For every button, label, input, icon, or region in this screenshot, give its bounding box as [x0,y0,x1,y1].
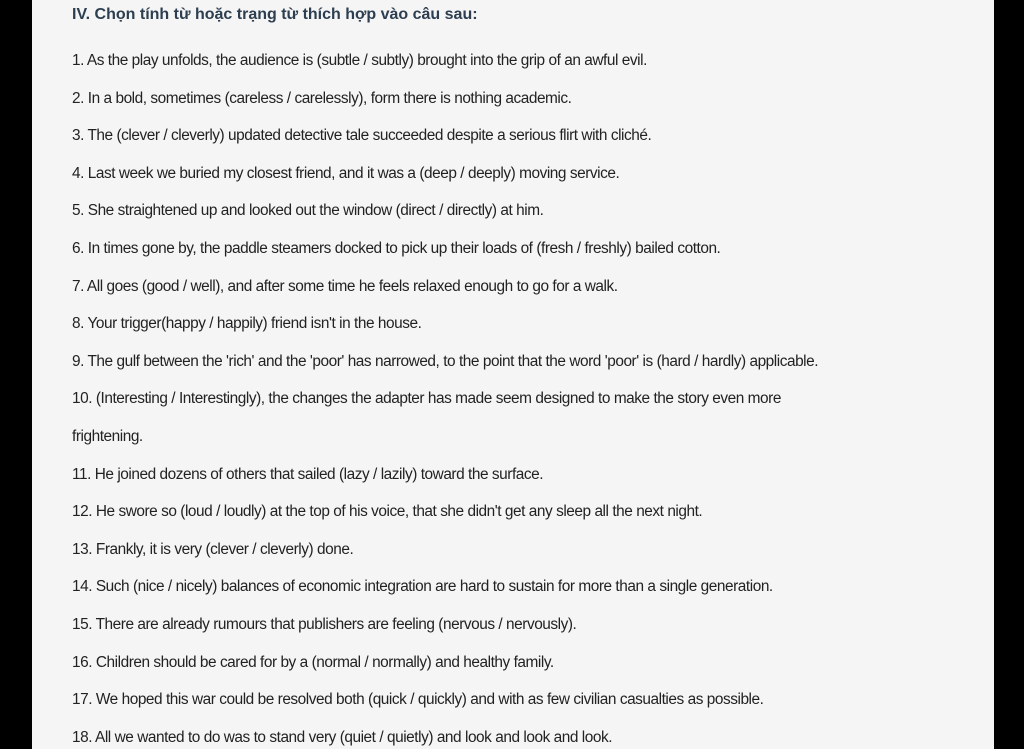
question-line-10-continued: frightening. [72,427,143,445]
question-line-12: 12. He swore so (loud / loudly) at the top of his voice, that she didn't get any sleep all the next night. [72,503,703,521]
question-line-13: 13. Frankly, it is very (clever / cleverly) done. [72,540,354,558]
question-line-5: 5. She straightened up and looked out the window (direct / directly) at him. [72,202,544,220]
question-line-2: 2. In a bold, sometimes (careless / carelessly), form there is nothing academic. [72,89,572,107]
question-line-9: 9. The gulf between the 'rich' and the 'poor' has narrowed, to the point that the word 'poor' is (hard / hardly) applicable. [72,352,819,370]
question-line-6: 6. In times gone by, the paddle steamers docked to pick up their loads of (fresh / freshly) bailed cotton. [72,239,721,257]
question-line-17: 17. We hoped this war could be resolved both (quick / quickly) and with as few civilian casualties as possible. [72,691,764,709]
section-heading: IV. Chọn tính từ hoặc trạng từ thích hợp vào câu sau: [72,6,478,23]
question-line-18: 18. All we wanted to do was to stand very (quiet / quietly) and look and look and look. [72,728,613,746]
question-line-7: 7. All goes (good / well), and after some time he feels relaxed enough to go for a walk. [72,277,618,295]
question-line-16: 16. Children should be cared for by a (normal / normally) and healthy family. [72,653,554,671]
question-line-14: 14. Such (nice / nicely) balances of economic integration are hard to sustain for more than a single generation. [72,578,773,596]
question-line-3: 3. The (clever / cleverly) updated detective tale succeeded despite a serious flirt with cliché. [72,127,652,145]
exercise-page [32,0,994,749]
question-line-1: 1. As the play unfolds, the audience is (subtle / subtly) brought into the grip of an awful evil. [72,52,647,69]
question-line-10: 10. (Interesting / Interestingly), the changes the adapter has made seem designed to make the story even more [72,390,781,408]
question-line-8: 8. Your trigger(happy / happily) friend isn't in the house. [72,315,422,333]
question-line-15: 15. There are already rumours that publishers are feeling (nervous / nervously). [72,615,577,633]
question-line-11: 11. He joined dozens of others that sailed (lazy / lazily) toward the surface. [72,465,544,483]
question-list [72,42,977,749]
question-line-4: 4. Last week we buried my closest friend, and it was a (deep / deeply) moving service. [72,164,620,182]
